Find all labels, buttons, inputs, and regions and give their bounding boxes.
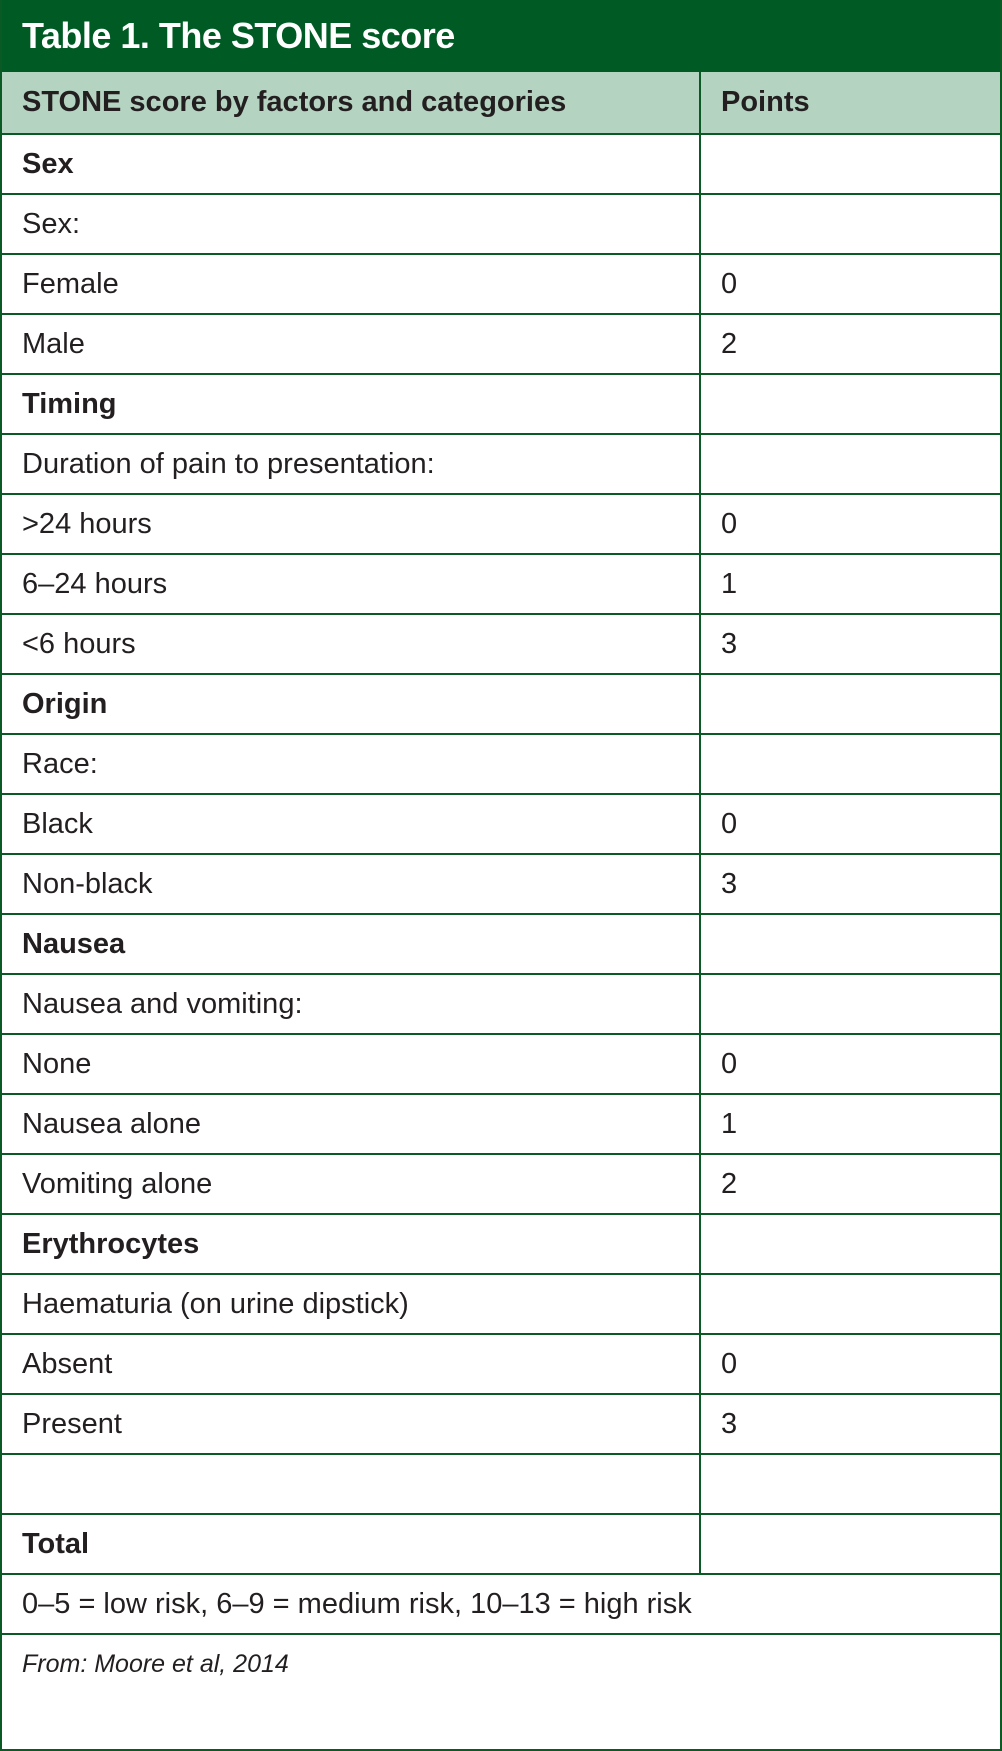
table-row — [2, 614, 1000, 674]
points-cell — [700, 914, 1000, 974]
table-row — [2, 1094, 1000, 1154]
points-cell — [700, 674, 1000, 734]
points-cell — [700, 194, 1000, 254]
stone-score-table — [2, 72, 1000, 1694]
table-row — [2, 1334, 1000, 1394]
item-label: Absent — [2, 1334, 700, 1394]
points-cell — [700, 1454, 1000, 1514]
points-cell — [700, 434, 1000, 494]
table-row — [2, 1034, 1000, 1094]
item-label: Male — [2, 314, 700, 374]
category-label: Total — [2, 1514, 700, 1574]
table-row — [2, 674, 1000, 734]
table-row — [2, 1514, 1000, 1574]
item-label: Nausea and vomiting: — [2, 974, 700, 1034]
table-row — [2, 194, 1000, 254]
points-cell: 2 — [700, 1154, 1000, 1214]
category-label: Erythrocytes — [2, 1214, 700, 1274]
table-row — [2, 494, 1000, 554]
risk-note: 0–5 = low risk, 6–9 = medium risk, 10–13 = high risk — [2, 1574, 1000, 1634]
table-row — [2, 914, 1000, 974]
points-cell — [700, 374, 1000, 434]
points-cell: 2 — [700, 314, 1000, 374]
item-label: Vomiting alone — [2, 1154, 700, 1214]
table-body — [2, 134, 1000, 1574]
points-cell — [700, 734, 1000, 794]
points-cell — [700, 1214, 1000, 1274]
item-label: Race: — [2, 734, 700, 794]
points-cell: 1 — [700, 1094, 1000, 1154]
table-row — [2, 1154, 1000, 1214]
points-cell: 3 — [700, 1394, 1000, 1454]
item-label: <6 hours — [2, 614, 700, 674]
item-label: >24 hours — [2, 494, 700, 554]
table-row — [2, 134, 1000, 194]
source-row — [2, 1634, 1000, 1694]
table-row — [2, 1274, 1000, 1334]
item-label: Haematuria (on urine dipstick) — [2, 1274, 700, 1334]
item-label: Sex: — [2, 194, 700, 254]
points-cell: 0 — [700, 1034, 1000, 1094]
item-label — [2, 1454, 700, 1514]
item-label: Present — [2, 1394, 700, 1454]
item-label: Female — [2, 254, 700, 314]
category-label: Sex — [2, 134, 700, 194]
item-label: Non-black — [2, 854, 700, 914]
points-cell — [700, 974, 1000, 1034]
category-label: Nausea — [2, 914, 700, 974]
points-cell: 1 — [700, 554, 1000, 614]
header-factor: STONE score by factors and categories — [2, 72, 700, 134]
item-label: Nausea alone — [2, 1094, 700, 1154]
table-row — [2, 1214, 1000, 1274]
points-cell: 0 — [700, 494, 1000, 554]
points-cell: 0 — [700, 794, 1000, 854]
header-points: Points — [700, 72, 1000, 134]
points-cell — [700, 1274, 1000, 1334]
points-cell — [700, 134, 1000, 194]
table-row — [2, 734, 1000, 794]
points-cell: 0 — [700, 254, 1000, 314]
table-row — [2, 974, 1000, 1034]
item-label: 6–24 hours — [2, 554, 700, 614]
table-header-row — [2, 72, 1000, 134]
table-row — [2, 854, 1000, 914]
category-label: Origin — [2, 674, 700, 734]
item-label: Black — [2, 794, 700, 854]
points-cell: 3 — [700, 854, 1000, 914]
table-row — [2, 254, 1000, 314]
table-row — [2, 1454, 1000, 1514]
table-row — [2, 554, 1000, 614]
table-row — [2, 434, 1000, 494]
risk-note-row — [2, 1574, 1000, 1634]
table-row — [2, 794, 1000, 854]
item-label: None — [2, 1034, 700, 1094]
points-cell — [700, 1514, 1000, 1574]
table-row — [2, 374, 1000, 434]
points-cell: 0 — [700, 1334, 1000, 1394]
item-label: Duration of pain to presentation: — [2, 434, 700, 494]
category-label: Timing — [2, 374, 700, 434]
points-cell: 3 — [700, 614, 1000, 674]
source-note: From: Moore et al, 2014 — [2, 1634, 1000, 1694]
table-row — [2, 314, 1000, 374]
table-row — [2, 1394, 1000, 1454]
table-title: Table 1. The STONE score — [2, 0, 1000, 72]
